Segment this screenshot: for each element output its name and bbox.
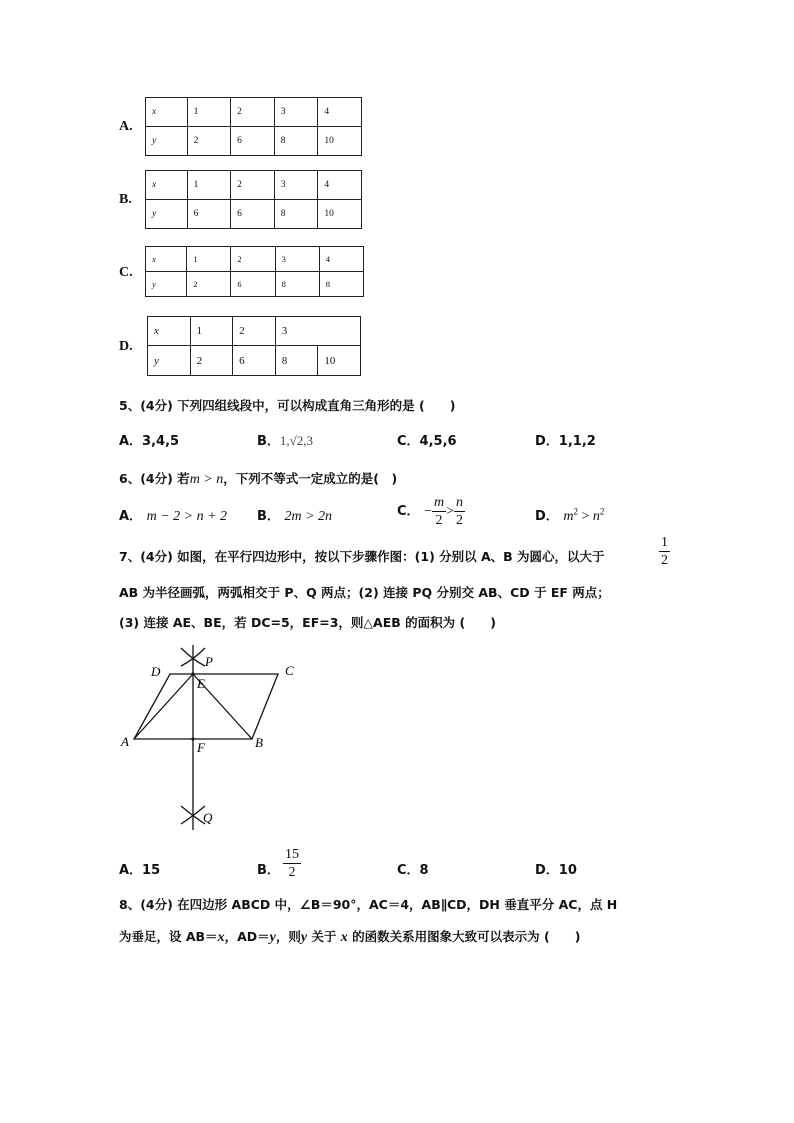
table-cell: 2 xyxy=(187,272,231,297)
question-7-line-1: 7、(4分) 如图，在平行四边形中，按以下步骤作图：(1) 分别以 A、B 为圆心，以大于 xyxy=(119,549,605,564)
table-cell: 8 xyxy=(275,272,319,297)
label-b: B xyxy=(255,735,263,750)
q5-option-c: C．4,5,6 xyxy=(397,434,457,449)
option-math: − xyxy=(424,504,432,519)
table-cell: 10 xyxy=(318,200,362,229)
stem-text: 关于 xyxy=(307,929,341,944)
stem-text: 的函数关系用图象大致可以表示为 ( ) xyxy=(347,929,581,944)
table-cell: x xyxy=(148,317,191,346)
q6-option-d xyxy=(535,505,604,525)
q6-option-c xyxy=(397,494,465,529)
q7-option-a: A．15 xyxy=(119,863,161,878)
q6-option-a xyxy=(119,505,227,525)
table-cell: 2 xyxy=(231,171,275,200)
table-cell: 6 xyxy=(231,272,275,297)
stem-math: m > n xyxy=(189,472,224,487)
q6-option-b xyxy=(257,505,332,525)
option-math: n xyxy=(592,509,600,524)
table-cell: 4 xyxy=(318,98,362,127)
q5-option-d: D．1,1,2 xyxy=(535,434,596,449)
table-cell: 8 xyxy=(274,200,318,229)
table-cell: 3 xyxy=(275,317,360,346)
label-d: D xyxy=(151,664,161,679)
question-8-line-1: 8、(4分) 在四边形 ABCD 中，∠B＝90°，AC＝4，AB∥CD，DH 垂直平分 AC，点 H xyxy=(119,897,618,912)
numerator: 15 xyxy=(285,847,299,862)
stem-math: x xyxy=(217,930,225,945)
table-cell: 2 xyxy=(231,247,275,272)
table-cell: x xyxy=(146,98,188,127)
option-math: > xyxy=(446,504,455,519)
option-math: 2m > 2n xyxy=(284,509,333,524)
label-f: F xyxy=(197,740,205,755)
table-cell: x xyxy=(146,247,187,272)
option-math: > xyxy=(577,509,593,524)
superscript: 2 xyxy=(599,506,605,517)
table-cell: 6 xyxy=(231,200,275,229)
question-5-stem: 5、(4分) 下列四组线段中，可以构成直角三角形的是 ( ) xyxy=(119,398,456,413)
parallelogram-figure xyxy=(115,640,315,835)
table-cell: 8 xyxy=(319,272,363,297)
option-label: B． xyxy=(257,509,280,524)
option-label: D． xyxy=(535,509,559,524)
point-f xyxy=(191,737,194,740)
label-q: Q xyxy=(203,810,213,825)
option-label: A． xyxy=(119,509,143,524)
question-7-line-2: AB 为半径画弧，两弧相交于 P、Q 两点；(2) 连接 PQ 分别交 AB、CD 于 EF 两点； xyxy=(119,585,610,600)
table-cell: y xyxy=(146,272,187,297)
numerator: m xyxy=(433,495,445,510)
option-letter: B. xyxy=(119,192,132,207)
label-c: C xyxy=(285,663,294,678)
parallelogram-abcd xyxy=(134,674,278,739)
label-a: A xyxy=(121,734,129,749)
denominator: 2 xyxy=(288,865,296,880)
superscript: 2 xyxy=(573,506,578,517)
option-table xyxy=(145,246,364,297)
stem-text: ，则 xyxy=(275,929,301,944)
table-cell: 2 xyxy=(233,317,276,346)
stem-math: y xyxy=(300,930,308,945)
q5-option-a: A．3,4,5 xyxy=(119,434,180,449)
option-math: m − 2 > n + 2 xyxy=(146,509,228,524)
table-cell: 8 xyxy=(275,346,318,376)
table-cell: 1 xyxy=(187,247,231,272)
option-table xyxy=(145,97,362,156)
denominator: 2 xyxy=(435,513,443,528)
fraction xyxy=(454,494,465,529)
table-cell: 4 xyxy=(318,171,362,200)
q7-option-b-label: B． xyxy=(257,863,280,878)
table-cell: 6 xyxy=(231,127,275,156)
stem-text: 为垂足，设 AB＝ xyxy=(119,929,218,944)
table-cell: 3 xyxy=(274,171,318,200)
table-cell: 2 xyxy=(231,98,275,127)
table-cell: y xyxy=(146,200,188,229)
label-p: P xyxy=(205,654,213,669)
option-label: B． xyxy=(257,434,280,449)
table-cell: 2 xyxy=(190,346,233,376)
option-math: m xyxy=(563,509,574,524)
q5-option-b xyxy=(257,430,313,449)
segment-ae xyxy=(134,674,193,739)
stem-text: 6、(4分) 若 xyxy=(119,471,190,486)
stem-math: y xyxy=(269,930,276,945)
table-cell: 3 xyxy=(274,98,318,127)
point-e xyxy=(191,672,194,675)
q7-option-d: D．10 xyxy=(535,863,577,878)
table-cell: 2 xyxy=(187,127,231,156)
stem-math: x xyxy=(340,930,348,945)
label-e: E xyxy=(197,676,205,691)
table-cell: x xyxy=(146,171,188,200)
option-letter: A. xyxy=(119,119,133,134)
fraction xyxy=(659,534,670,569)
question-6-stem xyxy=(119,469,397,488)
denominator: 2 xyxy=(456,513,464,528)
table-cell: 8 xyxy=(274,127,318,156)
table-cell: 4 xyxy=(319,247,363,272)
table-cell: 1 xyxy=(187,171,231,200)
option-table xyxy=(147,316,361,376)
denominator: 2 xyxy=(661,553,668,568)
q7-option-c: C．8 xyxy=(397,863,429,878)
table-cell: 10 xyxy=(318,127,362,156)
table-cell: y xyxy=(148,346,191,376)
table-cell: y xyxy=(146,127,188,156)
table-cell: 10 xyxy=(318,346,361,376)
stem-text: ，下列不等式一定成立的是( ) xyxy=(223,471,398,486)
q7-option-b-fraction xyxy=(283,846,301,881)
stem-text: ，AD＝ xyxy=(224,929,270,944)
numerator: n xyxy=(456,495,464,510)
table-cell: 6 xyxy=(187,200,231,229)
table-cell: 1 xyxy=(190,317,233,346)
table-cell: 3 xyxy=(275,247,319,272)
option-math: 1,√2,3 xyxy=(279,433,314,448)
table-cell: 1 xyxy=(187,98,231,127)
option-table xyxy=(145,170,362,229)
fraction xyxy=(432,494,446,529)
option-letter: C. xyxy=(119,265,133,280)
table-cell: 6 xyxy=(233,346,276,376)
option-label: C． xyxy=(397,504,420,519)
option-letter: D. xyxy=(119,339,133,354)
question-7-line-3: (3) 连接 AE、BE，若 DC=5，EF=3，则△AEB 的面积为 ( ) xyxy=(119,615,496,630)
numerator: 1 xyxy=(661,535,668,550)
question-8-line-2 xyxy=(119,927,580,946)
